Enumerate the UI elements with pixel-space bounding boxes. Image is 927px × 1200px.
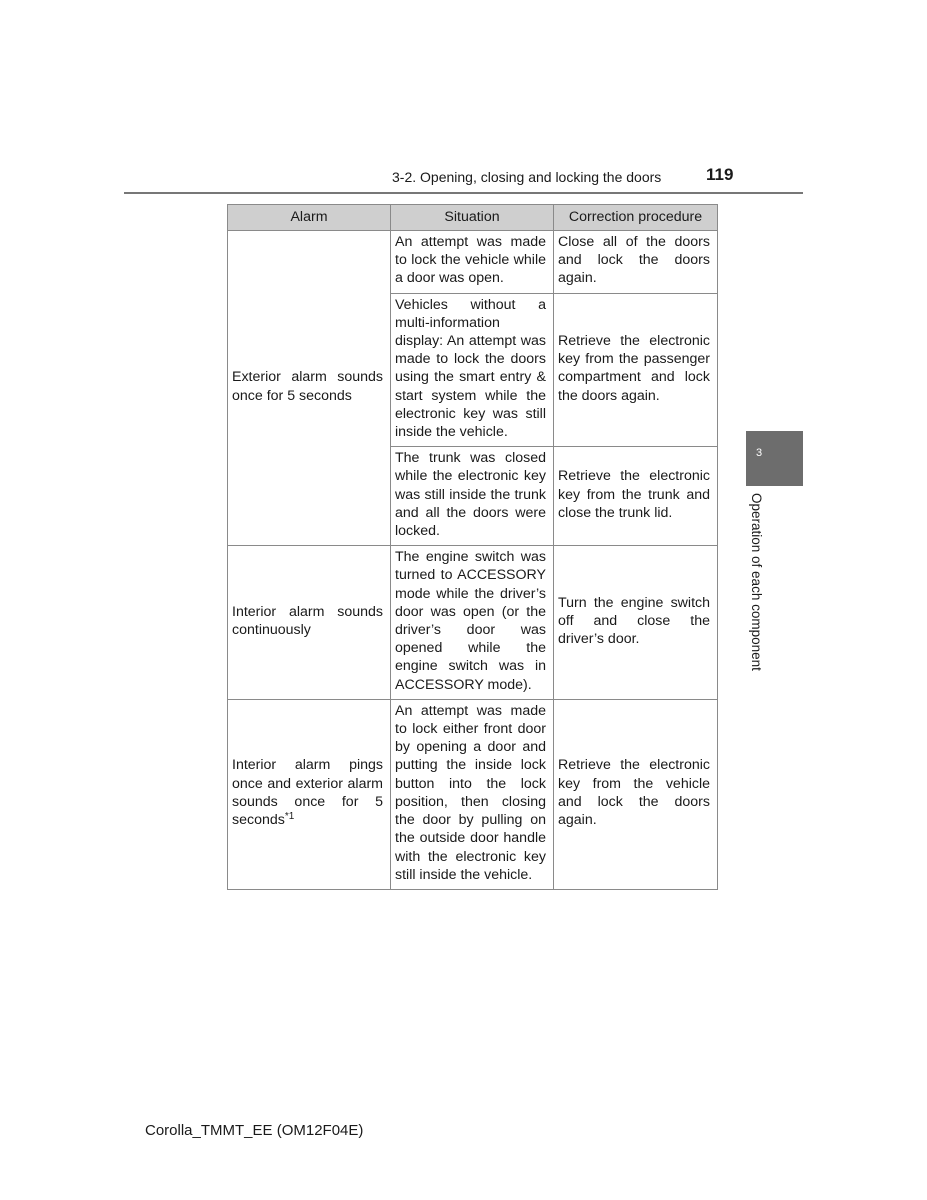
chapter-tab	[746, 431, 803, 486]
column-header-alarm: Alarm	[228, 205, 391, 231]
chapter-number: 3	[756, 447, 763, 459]
alarm-cell: Interior alarm pings once and exterior alarm sounds once for 5 seconds$^{*1}$	[228, 699, 391, 889]
situation-cell: Vehicles without a multi-information display: An attempt was made to lock the doors using the smart entry & start system while the electronic key was still inside the vehicle.	[391, 293, 554, 447]
alarm-table	[227, 204, 718, 890]
column-header-correction: Correction procedure	[554, 205, 718, 231]
situation-cell: An attempt was made to lock the vehicle while a door was open.	[391, 231, 554, 294]
footnote-marker: *1	[284, 811, 295, 823]
table-row	[228, 546, 718, 700]
column-header-situation: Situation	[391, 205, 554, 231]
correction-cell: Retrieve the electronic key from the passenger compartment and lock the doors again.	[554, 293, 718, 447]
correction-cell: Retrieve the electronic key from the trunk and close the trunk lid.	[554, 447, 718, 546]
page-number: 119	[706, 165, 734, 184]
situation-cell: The trunk was closed while the electronic key was still inside the trunk and all the doors were locked.	[391, 447, 554, 546]
situation-cell: An attempt was made to lock either front door by opening a door and putting the inside lock button into the lock position, then closing the door by pulling on the outside door handle with the electronic key still inside the vehicle.	[391, 699, 554, 889]
document-footer: Corolla_TMMT_EE (OM12F04E)	[145, 1122, 364, 1139]
table-header-row	[228, 205, 718, 231]
situation-cell: The engine switch was turned to ACCESSORY mode while the driver’s door was open (or the driver’s door was opened while the engine switch was in ACCESSORY mode).	[391, 546, 554, 700]
correction-cell: Retrieve the electronic key from the vehicle and lock the doors again.	[554, 699, 718, 889]
running-header-section: 3-2. Opening, closing and locking the doors	[392, 169, 662, 185]
alarm-cell: Interior alarm sounds continuously	[228, 546, 391, 700]
alarm-cell: Exterior alarm sounds once for 5 seconds	[228, 231, 391, 546]
header-divider	[124, 192, 803, 194]
chapter-title: Operation of each component	[749, 493, 764, 671]
table-row	[228, 699, 718, 889]
correction-cell: Close all of the doors and lock the doors again.	[554, 231, 718, 294]
correction-cell: Turn the engine switch off and close the driver’s door.	[554, 546, 718, 700]
table-row	[228, 231, 718, 294]
